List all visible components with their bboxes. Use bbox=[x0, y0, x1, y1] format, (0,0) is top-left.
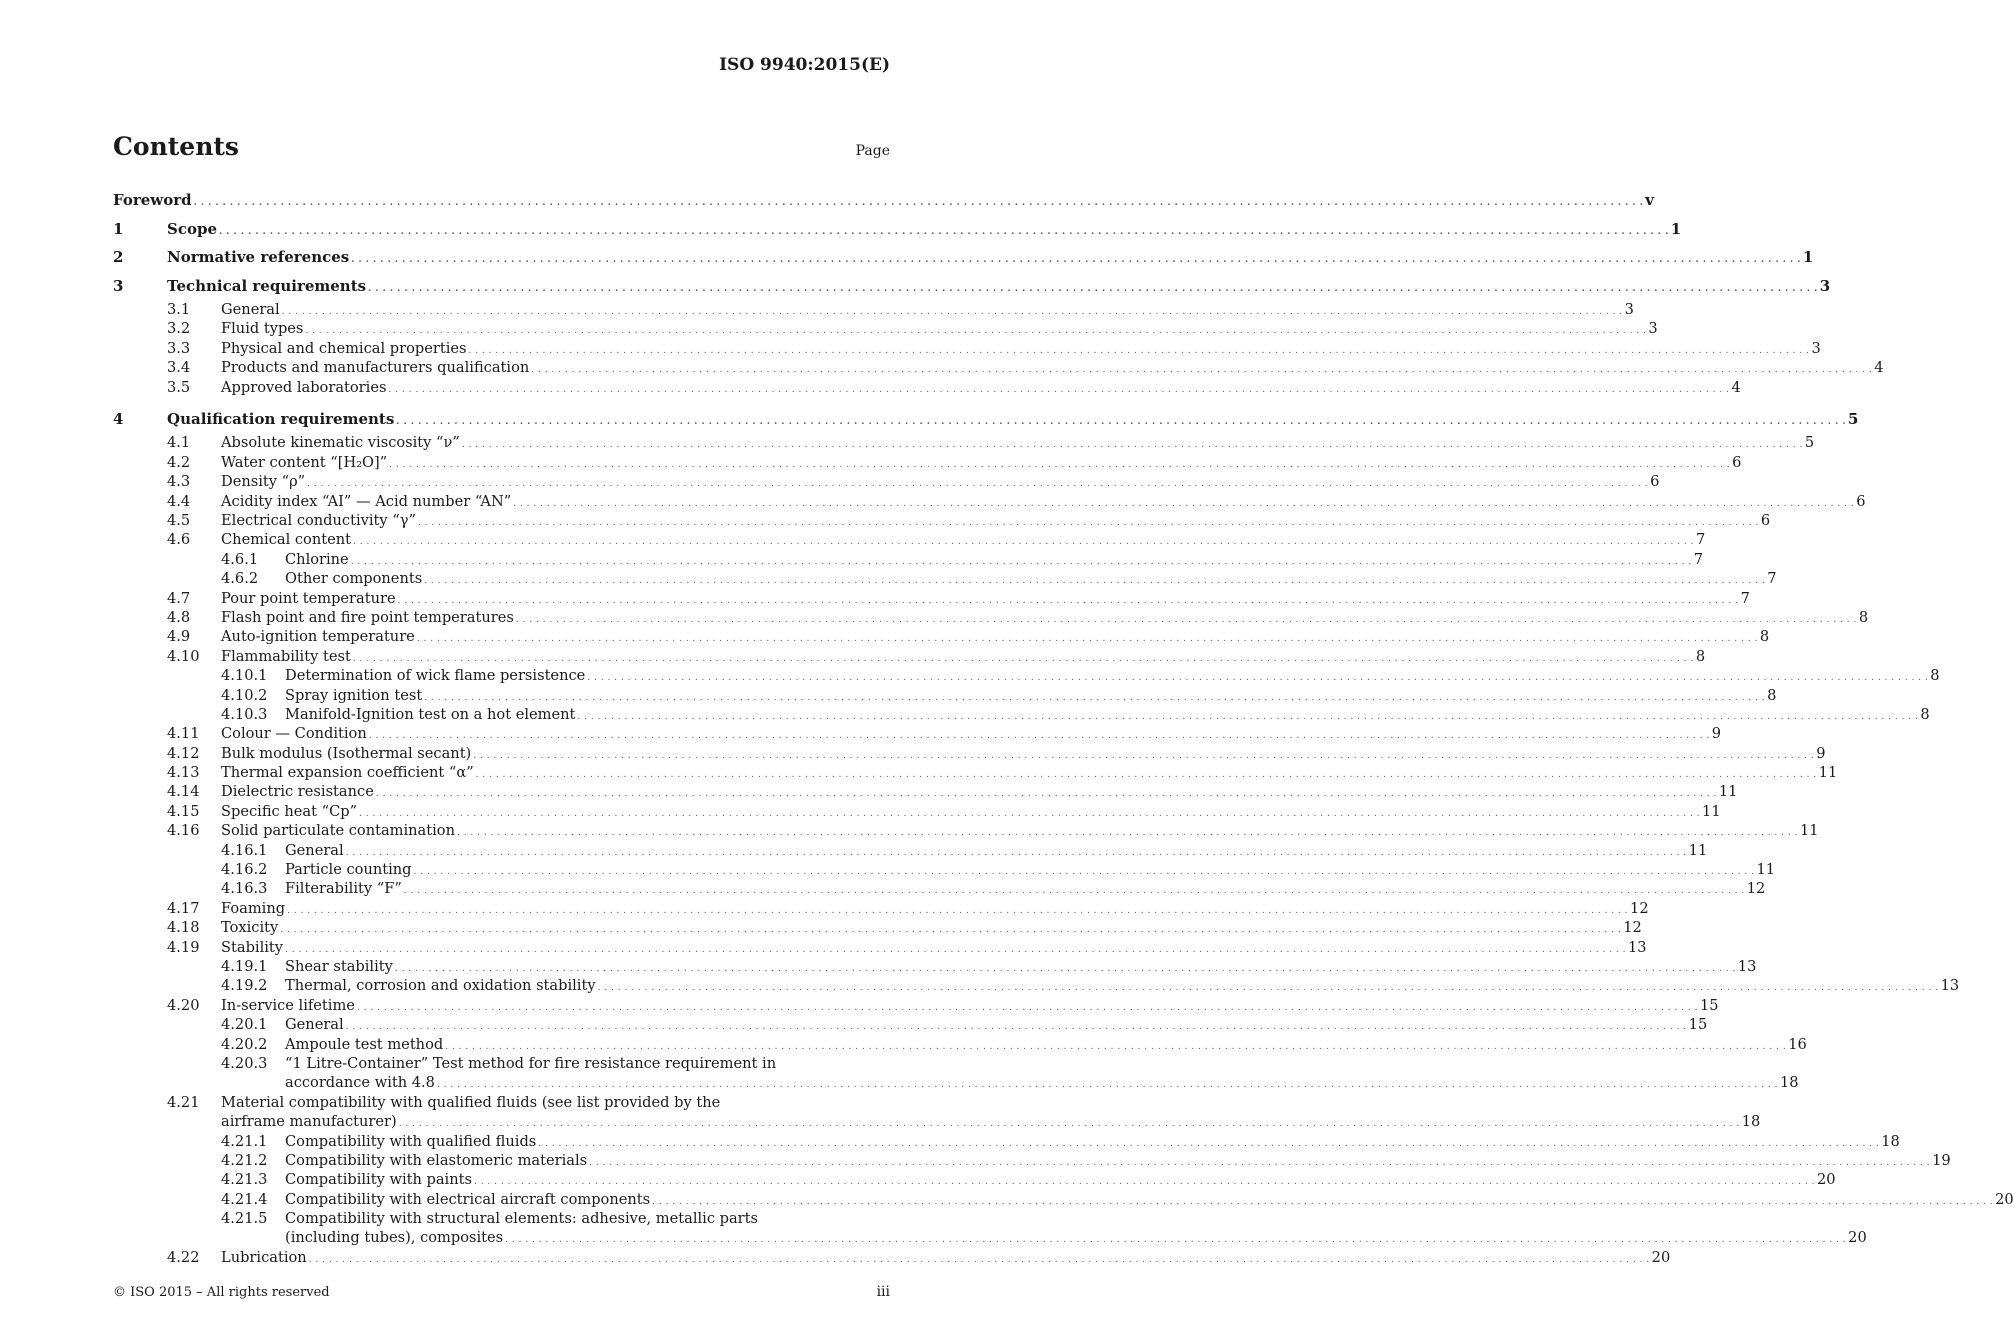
toc-entry-title: General bbox=[285, 1016, 344, 1034]
toc-entry-number: 4.22 bbox=[167, 1248, 200, 1266]
toc-entry[interactable] bbox=[113, 608, 1869, 627]
toc-entry-title: Normative references bbox=[167, 248, 350, 266]
toc-entry[interactable] bbox=[113, 957, 1757, 976]
toc-leader-dots: . . . . . . . . . . . . . . . . . . . . . . . . . . . . . . . . . . . . . . . . . . . . . . . . . . . . . . . . . . . . . . . . . . . . . . . . . . . . . . . . . . . . . . . . . . . . . . . . . . . . . . . . . . . . . . . . . . . . . . . . . . . . . . . . . . . . . . . . . . . . . . . . . . . . . . . . . . . . . . . . . . . . . . . . . . . . . . . . . . . . . . . . . . . . . . . . . . . . . . . . bbox=[396, 416, 1846, 427]
toc-entry-number: 4.19.1 bbox=[221, 958, 268, 975]
toc-entry-title: Water content “[H₂O]” bbox=[221, 453, 388, 471]
toc-entry-page: 3 bbox=[1648, 320, 1658, 338]
toc-entry-page: 8 bbox=[1767, 686, 1777, 704]
footer-page-number: iii bbox=[876, 1284, 890, 1300]
toc-entry-title: Technical requirements bbox=[167, 276, 367, 295]
toc-entry[interactable] bbox=[113, 627, 1770, 646]
toc-leader-dots: . . . . . . . . . . . . . . . . . . . . . . . . . . . . . . . . . . . . . . . . . . . . . . . . . . . . . . . . . . . . . . . . . . . . . . . . . . . . . . . . . . . . . . . . . . . . . . . . . . . . . . . . . . . . . . . . . . . . . . . . . . . . . . . . . . . . . . . . . . . . . . . . . . . . . . . . . . . . . . . . . . . . . . . . . . . . . . . . . . . . . . . . . . . . . . . . . . . . . . . . bbox=[308, 1254, 1650, 1265]
toc-entry-title: Flammability test bbox=[221, 647, 351, 665]
toc-entry[interactable] bbox=[113, 938, 1647, 957]
toc-entry-number: 3.3 bbox=[167, 339, 191, 357]
toc-entry-title: Fluid types bbox=[221, 320, 304, 338]
toc-entry[interactable] bbox=[113, 763, 1838, 782]
toc-leader-dots: . . . . . . . . . . . . . . . . . . . . . . . . . . . . . . . . . . . . . . . . . . . . . . . . . . . . . . . . . . . . . . . . . . . . . . . . . . . . . . . . . . . . . . . . . . . . . . . . . . . . . . . . . . . . . . . . . . . . . . . . . . . . . . . . . . . . . . . . . . . . . . . . . . . . . . . . . . . . . . . . . . . . . . . . . . . . . . . . . . . . . . . . . . . . . . . . . . . . . . . . bbox=[281, 307, 1623, 317]
toc-entry-title: Colour — Condition bbox=[221, 725, 367, 743]
footer-copyright: © ISO 2015 – All rights reserved bbox=[113, 1285, 330, 1300]
toc-entry-title: General bbox=[285, 841, 344, 859]
toc-entry-page: 7 bbox=[1740, 589, 1750, 607]
toc-entry-number: 3.2 bbox=[167, 320, 191, 338]
toc-leader-dots: . . . . . . . . . . . . . . . . . . . . . . . . . . . . . . . . . . . . . . . . . . . . . . . . . . . . . . . . . . . . . . . . . . . . . . . . . . . . . . . . . . . . . . . . . . . . . . . . . . . . . . . . . . . . . . . . . . . . . . . . . . . . . . . . . . . . . . . . . . . . . . . . . . . . . . . . . . . . . . . . . . . . . . . . . . . . . . . . . . . . . . . . . . . . . . . . . . . . . . . . bbox=[531, 365, 1873, 376]
toc-entry[interactable] bbox=[113, 705, 1930, 724]
toc-entry-title: Particle counting bbox=[285, 861, 412, 879]
toc-leader-dots: . . . . . . . . . . . . . . . . . . . . . . . . . . . . . . . . . . . . . . . . . . . . . . . . . . . . . . . . . . . . . . . . . . . . . . . . . . . . . . . . . . . . . . . . . . . . . . . . . . . . . . . . . . . . . . . . . . . . . . . . . . . . . . . . . . . . . . . . . . . . . . . . . . . . . . . . . . . . . . . . . . . . . . . . . . . . . . . . . . . . . . . . . . . . . . . . . . . . . . . . bbox=[424, 692, 1766, 703]
toc-entry-page: 8 bbox=[1759, 628, 1770, 646]
toc-entry-number: 4.10.3 bbox=[221, 705, 268, 723]
toc-entry-title: Compatibility with paints bbox=[285, 1171, 472, 1189]
toc-entry-number: 4.15 bbox=[167, 802, 200, 820]
toc-entry-page: 8 bbox=[1858, 608, 1869, 626]
toc-entry-title: Toxicity bbox=[221, 919, 279, 937]
toc-entry-title: Material compatibility with qualified fluids (see list provided by the bbox=[221, 1093, 721, 1111]
toc-entry-title: Filterability “F” bbox=[285, 880, 402, 898]
toc-entry-title: Thermal expansion coefficient “α” bbox=[221, 764, 474, 782]
toc-entry-title: Solid particulate contamination bbox=[221, 822, 455, 840]
toc-leader-dots: . . . . . . . . . . . . . . . . . . . . . . . . . . . . . . . . . . . . . . . . . . . . . . . . . . . . . . . . . . . . . . . . . . . . . . . . . . . . . . . . . . . . . . . . . . . . . . . . . . . . . . . . . . . . . . . . . . . . . . . . . . . . . . . . . . . . . . . . . . . . . . . . . . . . . . . . . . . . . . . . . . . . . . . . . . . . . . . . . . . . . . . . . . . . . . . . . . . . . . . . bbox=[307, 479, 1649, 490]
toc-leader-dots: . . . . . . . . . . . . . . . . . . . . . . . . . . . . . . . . . . . . . . . . . . . . . . . . . . . . . . . . . . . . . . . . . . . . . . . . . . . . . . . . . . . . . . . . . . . . . . . . . . . . . . . . . . . . . . . . . . . . . . . . . . . . . . . . . . . . . . . . . . . . . . . . . . . . . . . . . . . . . . . . . . . . . . . . . . . . . . . . . . . . . . . . . . . . . . . . . . . . . . . . bbox=[436, 1080, 1778, 1091]
toc-entry[interactable] bbox=[113, 186, 1654, 215]
toc-entry[interactable] bbox=[113, 1209, 890, 1228]
toc-entry[interactable] bbox=[113, 1093, 890, 1112]
toc-entry[interactable] bbox=[113, 782, 1738, 801]
toc-entry[interactable] bbox=[113, 589, 1750, 608]
toc-entry-title: Other components bbox=[285, 570, 423, 588]
toc-entry[interactable] bbox=[113, 976, 1960, 995]
toc-entry-page: 1 bbox=[1802, 248, 1814, 266]
toc-entry-page: 15 bbox=[1688, 1016, 1708, 1034]
toc-entry-page: 6 bbox=[1856, 492, 1866, 510]
toc-entry-page: 18 bbox=[1779, 1074, 1799, 1092]
toc-entry-number: 4.14 bbox=[167, 783, 200, 801]
toc-leader-dots: . . . . . . . . . . . . . . . . . . . . . . . . . . . . . . . . . . . . . . . . . . . . . . . . . . . . . . . . . . . . . . . . . . . . . . . . . . . . . . . . . . . . . . . . . . . . . . . . . . . . . . . . . . . . . . . . . . . . . . . . . . . . . . . . . . . . . . . . . . . . . . . . . . . . . . . . . . . . . . . . . . . . . . . . . . . . . . . . . . . . . . . . . . . . . . . . . . . . . . . . bbox=[359, 808, 1701, 819]
toc-entry[interactable] bbox=[113, 821, 1819, 840]
toc-entry[interactable] bbox=[113, 272, 1831, 301]
toc-entry-number: 3.5 bbox=[167, 378, 191, 396]
toc-entry-number: 4.10.1 bbox=[221, 667, 268, 685]
toc-entry-number: 4.11 bbox=[167, 725, 200, 743]
toc-entry[interactable] bbox=[113, 860, 1776, 879]
toc-entry-number: 4.18 bbox=[167, 919, 200, 937]
toc-leader-dots: . . . . . . . . . . . . . . . . . . . . . . . . . . . . . . . . . . . . . . . . . . . . . . . . . . . . . . . . . . . . . . . . . . . . . . . . . . . . . . . . . . . . . . . . . . . . . . . . . . . . . . . . . . . . . . . . . . . . . . . . . . . . . . . . . . . . . . . . . . . . . . . . . . . . . . . . . . . . . . . . . . . . . . . . . . . . . . . . . . . . . . . . . . . . . . . . . . . . . . . . bbox=[389, 459, 1731, 470]
toc-entry-number: 4.19.2 bbox=[221, 977, 268, 995]
toc-leader-dots: . . . . . . . . . . . . . . . . . . . . . . . . . . . . . . . . . . . . . . . . . . . . . . . . . . . . . . . . . . . . . . . . . . . . . . . . . . . . . . . . . . . . . . . . . . . . . . . . . . . . . . . . . . . . . . . . . . . . . . . . . . . . . . . . . . . . . . . . . . . . . . . . . . . . . . . . . . . . . . . . . . . . . . . . . . . . . . . . . . . . . . . . . . . . . . . . . . . . . . . . bbox=[397, 595, 1739, 606]
toc-entry-title: Pour point temperature bbox=[221, 589, 396, 607]
toc-entry-title: Stability bbox=[221, 938, 284, 956]
toc-entry-number: 2 bbox=[113, 248, 124, 266]
toc-leader-dots: . . . . . . . . . . . . . . . . . . . . . . . . . . . . . . . . . . . . . . . . . . . . . . . . . . . . . . . . . . . . . . . . . . . . . . . . . . . . . . . . . . . . . . . . . . . . . . . . . . . . . . . . . . . . . . . . . . . . . . . . . . . . . . . . . . . . . . . . . . . . . . . . . . . . . . . . . . . . . . . . . . . . . . . . . . . . . . . . . . . . . . . . . . . . . . . . . . . . . . . . bbox=[473, 1177, 1815, 1188]
toc-entry-page: 11 bbox=[1756, 861, 1776, 879]
toc-entry-page: 3 bbox=[1811, 339, 1821, 357]
toc-leader-dots: . . . . . . . . . . . . . . . . . . . . . . . . . . . . . . . . . . . . . . . . . . . . . . . . . . . . . . . . . . . . . . . . . . . . . . . . . . . . . . . . . . . . . . . . . . . . . . . . . . . . . . . . . . . . . . . . . . . . . . . . . . . . . . . . . . . . . . . . . . . . . . . . . . . . . . . . . . . . . . . . . . . . . . . . . . . . . . . . . . . . . . . . . . . . . . . . . . . . . . . . bbox=[597, 983, 1939, 994]
toc-leader-dots: . . . . . . . . . . . . . . . . . . . . . . . . . . . . . . . . . . . . . . . . . . . . . . . . . . . . . . . . . . . . . . . . . . . . . . . . . . . . . . . . . . . . . . . . . . . . . . . . . . . . . . . . . . . . . . . . . . . . . . . . . . . . . . . . . . . . . . . . . . . . . . . . . . . . . . . . . . . . . . . . . . . . . . . . . . . . . . . . . . . . . . . . . . . . . . . . . . . . . . . . bbox=[356, 1002, 1698, 1013]
toc-entry-number: 4.6.1 bbox=[221, 550, 259, 568]
toc-entry-number: 3.1 bbox=[167, 301, 191, 318]
toc-entry[interactable] bbox=[113, 530, 1706, 549]
toc-leader-dots: . . . . . . . . . . . . . . . . . . . . . . . . . . . . . . . . . . . . . . . . . . . . . . . . . . . . . . . . . . . . . . . . . . . . . . . . . . . . . . . . . . . . . . . . . . . . . . . . . . . . . . . . . . . . . . . . . . . . . . . . . . . . . . . . . . . . . . . . . . . . . . . . . . . . . . . . . . . . . . . . . . . . . . . . . . . . . . . . . . . . . . . . . . . . . . . . . . . . . . . . bbox=[219, 226, 1669, 237]
toc-entry[interactable] bbox=[113, 378, 1741, 397]
toc-leader-dots: . . . . . . . . . . . . . . . . . . . . . . . . . . . . . . . . . . . . . . . . . . . . . . . . . . . . . . . . . . . . . . . . . . . . . . . . . . . . . . . . . . . . . . . . . . . . . . . . . . . . . . . . . . . . . . . . . . . . . . . . . . . . . . . . . . . . . . . . . . . . . . . . . . . . . . . . . . . . . . . . . . . . . . . . . . . . . . . . . . . . . . . . . . . . . . . . . . . . . . . . bbox=[375, 789, 1717, 800]
toc-leader-dots: . . . . . . . . . . . . . . . . . . . . . . . . . . . . . . . . . . . . . . . . . . . . . . . . . . . . . . . . . . . . . . . . . . . . . . . . . . . . . . . . . . . . . . . . . . . . . . . . . . . . . . . . . . . . . . . . . . . . . . . . . . . . . . . . . . . . . . . . . . . . . . . . . . . . . . . . . . . . . . . . . . . . . . . . . . . . . . . . . . . . . . . . . . . . . . . . . . . . . . . . bbox=[353, 537, 1694, 548]
toc-entry-page: 12 bbox=[1630, 899, 1649, 917]
toc-entry-continuation[interactable] bbox=[113, 1112, 1761, 1131]
toc-entry[interactable] bbox=[113, 243, 1814, 272]
toc-leader-dots: . . . . . . . . . . . . . . . . . . . . . . . . . . . . . . . . . . . . . . . . . . . . . . . . . . . . . . . . . . . . . . . . . . . . . . . . . . . . . . . . . . . . . . . . . . . . . . . . . . . . . . . . . . . . . . . . . . . . . . . . . . . . . . . . . . . . . . . . . . . . . . . . . . . . . . . . . . . . . . . . . . . . . . . . . . . . . . . . . . . . . . . . . . . . . . . . . . . . . . . . bbox=[368, 731, 1710, 742]
toc-entry-title: General bbox=[221, 301, 280, 318]
toc-entry-page: 7 bbox=[1693, 550, 1703, 568]
toc-entry-number: 4.5 bbox=[167, 512, 191, 530]
toc-leader-dots: . . . . . . . . . . . . . . . . . . . . . . . . . . . . . . . . . . . . . . . . . . . . . . . . . . . . . . . . . . . . . . . . . . . . . . . . . . . . . . . . . . . . . . . . . . . . . . . . . . . . . . . . . . . . . . . . . . . . . . . . . . . . . . . . . . . . . . . . . . . . . . . . . . . . . . . . . . . . . . . . . . . . . . . . . . . . . . . . . . . . . . . . . . . . . . . . . . . . . . . . bbox=[350, 556, 1692, 567]
toc-leader-dots: . . . . . . . . . . . . . . . . . . . . . . . . . . . . . . . . . . . . . . . . . . . . . . . . . . . . . . . . . . . . . . . . . . . . . . . . . . . . . . . . . . . . . . . . . . . . . . . . . . . . . . . . . . . . . . . . . . . . . . . . . . . . . . . . . . . . . . . . . . . . . . . . . . . . . . . . . . . . . . . . . . . . . . . . . . . . . . . . . . . . . . . . . . . . . . . . . . . . . . . . bbox=[577, 711, 1919, 722]
toc-entry[interactable] bbox=[113, 358, 1884, 377]
toc-leader-dots: . . . . . . . . . . . . . . . . . . . . . . . . . . . . . . . . . . . . . . . . . . . . . . . . . . . . . . . . . . . . . . . . . . . . . . . . . . . . . . . . . . . . . . . . . . . . . . . . . . . . . . . . . . . . . . . . . . . . . . . . . . . . . . . . . . . . . . . . . . . . . . . . . . . . . . . . . . . . . . . . . . . . . . . . . . . . . . . . . . . . . . . . . . . . . . . . . . . . . . . . bbox=[515, 614, 1857, 625]
toc-entry[interactable] bbox=[113, 879, 1766, 898]
toc-leader-dots: . . . . . . . . . . . . . . . . . . . . . . . . . . . . . . . . . . . . . . . . . . . . . . . . . . . . . . . . . . . . . . . . . . . . . . . . . . . . . . . . . . . . . . . . . . . . . . . . . . . . . . . . . . . . . . . . . . . . . . . . . . . . . . . . . . . . . . . . . . . . . . . . . . . . . . . . . . . . . . . . . . . . . . . . . . . . . . . . . . . . . . . . . . . . . . . . . . . . . . . . bbox=[305, 326, 1647, 337]
toc-entry-number: 4.21.2 bbox=[221, 1151, 268, 1169]
toc-entry-title: Foreword bbox=[113, 191, 192, 209]
toc-entry-page: 11 bbox=[1702, 802, 1721, 820]
toc-leader-dots: . . . . . . . . . . . . . . . . . . . . . . . . . . . . . . . . . . . . . . . . . . . . . . . . . . . . . . . . . . . . . . . . . . . . . . . . . . . . . . . . . . . . . . . . . . . . . . . . . . . . . . . . . . . . . . . . . . . . . . . . . . . . . . . . . . . . . . . . . . . . . . . . . . . . . . . . . . . . . . . . . . . . . . . . . . . . . . . . . . . . . . . . . . . . . . . . . . . . . . . . bbox=[368, 283, 1818, 294]
toc-entry-title: Absolute kinematic viscosity “ν” bbox=[221, 434, 460, 452]
toc-entry[interactable] bbox=[113, 1190, 2014, 1209]
toc-entry-page: 8 bbox=[1920, 705, 1930, 723]
toc-leader-dots: . . . . . . . . . . . . . . . . . . . . . . . . . . . . . . . . . . . . . . . . . . . . . . . . . . . . . . . . . . . . . . . . . . . . . . . . . . . . . . . . . . . . . . . . . . . . . . . . . . . . . . . . . . . . . . . . . . . . . . . . . . . . . . . . . . . . . . . . . . . . . . . . . . . . . . . . . . . . . . . . . . . . . . . . . . . . . . . . . . . . . . . . . . . . . . . . . . . . . . . . bbox=[473, 750, 1815, 761]
toc-entry[interactable] bbox=[113, 433, 1815, 452]
toc-entry-number: 4.9 bbox=[167, 628, 191, 646]
toc-entry-number: 4.16.3 bbox=[221, 880, 268, 898]
toc-entry-page: 18 bbox=[1741, 1113, 1761, 1131]
toc-entry[interactable] bbox=[113, 569, 1777, 588]
toc-entry-title: Compatibility with qualified fluids bbox=[285, 1132, 537, 1150]
toc-entry-title: Scope bbox=[167, 219, 218, 238]
toc-entry-title-continued: airframe manufacturer) bbox=[221, 1113, 397, 1131]
toc-entry-page: 20 bbox=[1816, 1171, 1836, 1189]
toc-entry[interactable] bbox=[113, 996, 1719, 1015]
toc-entry-page: 11 bbox=[1718, 783, 1738, 801]
toc-entry-title: Lubrication bbox=[221, 1248, 307, 1266]
toc-entry[interactable] bbox=[113, 472, 1660, 491]
toc-entry-title: Approved laboratories bbox=[221, 378, 387, 396]
toc-entry-title: Auto-ignition temperature bbox=[221, 628, 415, 646]
toc-leader-dots: . . . . . . . . . . . . . . . . . . . . . . . . . . . . . . . . . . . . . . . . . . . . . . . . . . . . . . . . . . . . . . . . . . . . . . . . . . . . . . . . . . . . . . . . . . . . . . . . . . . . . . . . . . . . . . . . . . . . . . . . . . . . . . . . . . . . . . . . . . . . . . . . . . . . . . . . . . . . . . . . . . . . . . . . . . . . . . . . . . . . . . . . . . . . . . . . . . . . . . . . bbox=[468, 345, 1810, 356]
standard-identifier: ISO 9940:2015(E) bbox=[719, 55, 890, 75]
toc-entry-page: 3 bbox=[1819, 276, 1831, 295]
toc-entry[interactable] bbox=[113, 319, 1658, 338]
toc-entry[interactable] bbox=[113, 666, 1940, 685]
toc-leader-dots: . . . . . . . . . . . . . . . . . . . . . . . . . . . . . . . . . . . . . . . . . . . . . . . . . . . . . . . . . . . . . . . . . . . . . . . . . . . . . . . . . . . . . . . . . . . . . . . . . . . . . . . . . . . . . . . . . . . . . . . . . . . . . . . . . . . . . . . . . . . . . . . . . . . . . . . . . . . . . . . . . . . . . . . . . . . . . . . . . . . . . . . . . . . . . . . . . . . . . . . . bbox=[505, 1235, 1847, 1246]
toc-leader-dots: . . . . . . . . . . . . . . . . . . . . . . . . . . . . . . . . . . . . . . . . . . . . . . . . . . . . . . . . . . . . . . . . . . . . . . . . . . . . . . . . . . . . . . . . . . . . . . . . . . . . . . . . . . . . . . . . . . . . . . . . . . . . . . . . . . . . . . . . . . . . . . . . . . . . . . . . . . . . . . . . . . . . . . . . . . . . . . . . . . . . . . . . . . . . . . . . . . . . . . . . bbox=[388, 384, 1730, 395]
toc-entry-number: 4.16.1 bbox=[221, 841, 268, 859]
toc-entry[interactable] bbox=[113, 724, 1722, 743]
toc-entry-page: 13 bbox=[1628, 938, 1647, 956]
page-title: Contents bbox=[113, 132, 240, 161]
toc-entry-title: Determination of wick flame persistence bbox=[285, 667, 586, 685]
toc-entry-title: Ampoule test method bbox=[285, 1035, 444, 1053]
toc-entry-page: 12 bbox=[1623, 919, 1642, 937]
toc-entry[interactable] bbox=[113, 1132, 1900, 1151]
toc-entry[interactable] bbox=[113, 1248, 1671, 1267]
toc-entry-page: v bbox=[1645, 191, 1654, 209]
toc-leader-dots: . . . . . . . . . . . . . . . . . . . . . . . . . . . . . . . . . . . . . . . . . . . . . . . . . . . . . . . . . . . . . . . . . . . . . . . . . . . . . . . . . . . . . . . . . . . . . . . . . . . . . . . . . . . . . . . . . . . . . . . . . . . . . . . . . . . . . . . . . . . . . . . . . . . . . . . . . . . . . . . . . . . . . . . . . . . . . . . . . . . . . . . . . . . . . . . . . . . . . . . . bbox=[351, 255, 1801, 265]
toc-entry-number: 4.13 bbox=[167, 764, 200, 782]
toc-leader-dots: . . . . . . . . . . . . . . . . . . . . . . . . . . . . . . . . . . . . . . . . . . . . . . . . . . . . . . . . . . . . . . . . . . . . . . . . . . . . . . . . . . . . . . . . . . . . . . . . . . . . . . . . . . . . . . . . . . . . . . . . . . . . . . . . . . . . . . . . . . . . . . . . . . . . . . . . . . . . . . . . . . . . . . . . . . . . . . . . . . . . . . . . . . . . . . . . . . . . . . . . bbox=[352, 653, 1694, 664]
toc-entry-title: Chlorine bbox=[285, 550, 349, 568]
toc-entry-number: 4.21.4 bbox=[221, 1190, 268, 1208]
toc-entry[interactable] bbox=[113, 511, 1771, 530]
toc-entry[interactable] bbox=[113, 215, 1682, 244]
toc-entry-number: 4.8 bbox=[167, 608, 191, 626]
toc-entry-number: 4.21 bbox=[167, 1093, 200, 1111]
toc-entry-page: 3 bbox=[1624, 301, 1634, 318]
toc-entry[interactable] bbox=[113, 918, 1642, 937]
toc-entry-title: In-service lifetime bbox=[221, 996, 355, 1014]
toc-leader-dots: . . . . . . . . . . . . . . . . . . . . . . . . . . . . . . . . . . . . . . . . . . . . . . . . . . . . . . . . . . . . . . . . . . . . . . . . . . . . . . . . . . . . . . . . . . . . . . . . . . . . . . . . . . . . . . . . . . . . . . . . . . . . . . . . . . . . . . . . . . . . . . . . . . . . . . . . . . . . . . . . . . . . . . . . . . . . . . . . . . . . . . . . . . . . . . . . . . . . . . . . bbox=[424, 576, 1766, 587]
toc-leader-dots: . . . . . . . . . . . . . . . . . . . . . . . . . . . . . . . . . . . . . . . . . . . . . . . . . . . . . . . . . . . . . . . . . . . . . . . . . . . . . . . . . . . . . . . . . . . . . . . . . . . . . . . . . . . . . . . . . . . . . . . . . . . . . . . . . . . . . . . . . . . . . . . . . . . . . . . . . . . . . . . . . . . . . . . . . . . . . . . . . . . . . . . . . . . . . . . . . . . . . . . . bbox=[461, 440, 1803, 451]
toc-entry-page: 6 bbox=[1732, 453, 1742, 471]
page-column-label: Page bbox=[855, 143, 890, 159]
toc-entry-title: Dielectric resistance bbox=[221, 783, 374, 801]
toc-leader-dots: . . . . . . . . . . . . . . . . . . . . . . . . . . . . . . . . . . . . . . . . . . . . . . . . . . . . . . . . . . . . . . . . . . . . . . . . . . . . . . . . . . . . . . . . . . . . . . . . . . . . . . . . . . . . . . . . . . . . . . . . . . . . . . . . . . . . . . . . . . . . . . . . . . . . . . . . . . . . . . . . . . . . . . . . . . . . . . . . . . . . . . . . . . . . . . . . . . . . . . . . bbox=[287, 905, 1629, 916]
toc-entry-page: 16 bbox=[1788, 1035, 1807, 1053]
toc-entry-page: 6 bbox=[1650, 473, 1660, 491]
toc-entry[interactable] bbox=[113, 339, 1821, 358]
toc-entry-number: 3.4 bbox=[167, 359, 191, 377]
toc-entry-number: 4.16 bbox=[167, 822, 200, 840]
toc-entry[interactable] bbox=[113, 1015, 1708, 1034]
toc-entry-page: 9 bbox=[1816, 744, 1826, 762]
toc-entry-page: 5 bbox=[1847, 409, 1859, 428]
toc-entry-page: 4 bbox=[1874, 359, 1884, 377]
toc-entry[interactable] bbox=[113, 405, 1859, 434]
toc-entry-title: Chemical content bbox=[221, 531, 352, 549]
toc-leader-dots: . . . . . . . . . . . . . . . . . . . . . . . . . . . . . . . . . . . . . . . . . . . . . . . . . . . . . . . . . . . . . . . . . . . . . . . . . . . . . . . . . . . . . . . . . . . . . . . . . . . . . . . . . . . . . . . . . . . . . . . . . . . . . . . . . . . . . . . . . . . . . . . . . . . . . . . . . . . . . . . . . . . . . . . . . . . . . . . . . . . . . . . . . . . . . . . . . . . . . . . . bbox=[587, 673, 1929, 684]
toc-entry-number: 4.6 bbox=[167, 531, 191, 549]
toc-entry-page: 13 bbox=[1737, 958, 1757, 975]
toc-entry-number: 4.16.2 bbox=[221, 861, 268, 879]
toc-entry-title: Density “ρ” bbox=[221, 473, 306, 491]
toc-entry-number: 4.21.5 bbox=[221, 1210, 268, 1228]
toc-entry-title: Compatibility with structural elements: adhesive, metallic parts bbox=[285, 1210, 759, 1228]
toc-entry-page: 9 bbox=[1711, 725, 1722, 743]
toc-entry-page: 11 bbox=[1688, 841, 1708, 859]
toc-entry-number: 4.12 bbox=[167, 744, 200, 762]
toc-entry-continuation[interactable] bbox=[113, 1228, 1867, 1247]
toc-entry[interactable] bbox=[113, 686, 1777, 705]
toc-entry-number: 1 bbox=[113, 219, 124, 238]
toc-entry-page: 20 bbox=[1848, 1229, 1867, 1247]
toc-entry[interactable] bbox=[113, 1035, 1807, 1054]
toc-entry-title: Bulk modulus (Isothermal secant) bbox=[221, 744, 472, 762]
toc-entry-page: 8 bbox=[1930, 667, 1940, 685]
toc-leader-dots: . . . . . . . . . . . . . . . . . . . . . . . . . . . . . . . . . . . . . . . . . . . . . . . . . . . . . . . . . . . . . . . . . . . . . . . . . . . . . . . . . . . . . . . . . . . . . . . . . . . . . . . . . . . . . . . . . . . . . . . . . . . . . . . . . . . . . . . . . . . . . . . . . . . . . . . . . . . . . . . . . . . . . . . . . . . . . . . . . . . . . . . . . . . . . . . . . . . . . . . . bbox=[193, 198, 1644, 208]
toc-entry-page: 11 bbox=[1799, 822, 1819, 840]
toc-entry-number: 4.21.1 bbox=[221, 1132, 268, 1150]
toc-leader-dots: . . . . . . . . . . . . . . . . . . . . . . . . . . . . . . . . . . . . . . . . . . . . . . . . . . . . . . . . . . . . . . . . . . . . . . . . . . . . . . . . . . . . . . . . . . . . . . . . . . . . . . . . . . . . . . . . . . . . . . . . . . . . . . . . . . . . . . . . . . . . . . . . . . . . . . . . . . . . . . . . . . . . . . . . . . . . . . . . . . . . . . . . . . . . . . . . . . . . . . . . bbox=[652, 1196, 1994, 1207]
toc-entry-page: 13 bbox=[1940, 977, 1960, 995]
toc-entry-title: Compatibility with elastomeric materials bbox=[285, 1151, 588, 1169]
toc-entry-page: 15 bbox=[1699, 996, 1719, 1014]
toc-leader-dots: . . . . . . . . . . . . . . . . . . . . . . . . . . . . . . . . . . . . . . . . . . . . . . . . . . . . . . . . . . . . . . . . . . . . . . . . . . . . . . . . . . . . . . . . . . . . . . . . . . . . . . . . . . . . . . . . . . . . . . . . . . . . . . . . . . . . . . . . . . . . . . . . . . . . . . . . . . . . . . . . . . . . . . . . . . . . . . . . . . . . . . . . . . . . . . . . . . . . . . . . bbox=[417, 518, 1759, 529]
toc-entry[interactable] bbox=[113, 550, 1703, 569]
toc-entry-number: 4.21.3 bbox=[221, 1171, 268, 1189]
toc-entry-title: Acidity index “AI” — Acid number “AN” bbox=[221, 492, 512, 510]
toc-leader-dots: . . . . . . . . . . . . . . . . . . . . . . . . . . . . . . . . . . . . . . . . . . . . . . . . . . . . . . . . . . . . . . . . . . . . . . . . . . . . . . . . . . . . . . . . . . . . . . . . . . . . . . . . . . . . . . . . . . . . . . . . . . . . . . . . . . . . . . . . . . . . . . . . . . . . . . . . . . . . . . . . . . . . . . . . . . . . . . . . . . . . . . . . . . . . . . . . . . . . . . . . bbox=[589, 1157, 1931, 1168]
toc-entry-title: Manifold-Ignition test on a hot element bbox=[285, 705, 576, 723]
toc-entry-page: 20 bbox=[1995, 1190, 2014, 1208]
toc-leader-dots: . . . . . . . . . . . . . . . . . . . . . . . . . . . . . . . . . . . . . . . . . . . . . . . . . . . . . . . . . . . . . . . . . . . . . . . . . . . . . . . . . . . . . . . . . . . . . . . . . . . . . . . . . . . . . . . . . . . . . . . . . . . . . . . . . . . . . . . . . . . . . . . . . . . . . . . . . . . . . . . . . . . . . . . . . . . . . . . . . . . . . . . . . . . . . . . . . . . . . . . . bbox=[513, 498, 1855, 509]
toc-entry-page: 6 bbox=[1760, 512, 1771, 530]
toc-entry[interactable] bbox=[113, 899, 1649, 918]
toc-entry[interactable] bbox=[113, 647, 1706, 666]
toc-entry-title-continued: accordance with 4.8 bbox=[285, 1074, 435, 1092]
toc-entry-number: 4.19 bbox=[167, 938, 200, 956]
toc-entry-number: 4.10 bbox=[167, 647, 200, 665]
toc-entry[interactable] bbox=[113, 744, 1826, 763]
toc-entry[interactable] bbox=[113, 802, 1721, 821]
toc-leader-dots: . . . . . . . . . . . . . . . . . . . . . . . . . . . . . . . . . . . . . . . . . . . . . . . . . . . . . . . . . . . . . . . . . . . . . . . . . . . . . . . . . . . . . . . . . . . . . . . . . . . . . . . . . . . . . . . . . . . . . . . . . . . . . . . . . . . . . . . . . . . . . . . . . . . . . . . . . . . . . . . . . . . . . . . . . . . . . . . . . . . . . . . . . . . . . . . . . . . . . . . . bbox=[403, 886, 1745, 897]
toc-entry-page: 5 bbox=[1804, 434, 1815, 452]
toc-entry-number: 4.3 bbox=[167, 473, 191, 491]
toc-entry-title: Specific heat “Cp” bbox=[221, 802, 358, 820]
toc-entry-number: 4.2 bbox=[167, 453, 191, 471]
toc-entry-number: 4.17 bbox=[167, 899, 200, 917]
toc-entry-page: 7 bbox=[1767, 570, 1777, 588]
toc-leader-dots: . . . . . . . . . . . . . . . . . . . . . . . . . . . . . . . . . . . . . . . . . . . . . . . . . . . . . . . . . . . . . . . . . . . . . . . . . . . . . . . . . . . . . . . . . . . . . . . . . . . . . . . . . . . . . . . . . . . . . . . . . . . . . . . . . . . . . . . . . . . . . . . . . . . . . . . . . . . . . . . . . . . . . . . . . . . . . . . . . . . . . . . . . . . . . . . . . . . . . . . . bbox=[538, 1138, 1880, 1149]
toc-entry-number: 4.1 bbox=[167, 434, 191, 452]
toc-entry-page: 20 bbox=[1651, 1248, 1671, 1266]
toc-entry-title: Compatibility with electrical aircraft components bbox=[285, 1190, 651, 1208]
toc-entry[interactable] bbox=[113, 453, 1742, 472]
toc-entry-number: 4.20.3 bbox=[221, 1054, 268, 1072]
toc-leader-dots: . . . . . . . . . . . . . . . . . . . . . . . . . . . . . . . . . . . . . . . . . . . . . . . . . . . . . . . . . . . . . . . . . . . . . . . . . . . . . . . . . . . . . . . . . . . . . . . . . . . . . . . . . . . . . . . . . . . . . . . . . . . . . . . . . . . . . . . . . . . . . . . . . . . . . . . . . . . . . . . . . . . . . . . . . . . . . . . . . . . . . . . . . . . . . . . . . . . . . . . . bbox=[394, 964, 1736, 974]
toc-leader-dots: . . . . . . . . . . . . . . . . . . . . . . . . . . . . . . . . . . . . . . . . . . . . . . . . . . . . . . . . . . . . . . . . . . . . . . . . . . . . . . . . . . . . . . . . . . . . . . . . . . . . . . . . . . . . . . . . . . . . . . . . . . . . . . . . . . . . . . . . . . . . . . . . . . . . . . . . . . . . . . . . . . . . . . . . . . . . . . . . . . . . . . . . . . . . . . . . . . . . . . . . bbox=[416, 634, 1758, 645]
toc-leader-dots: . . . . . . . . . . . . . . . . . . . . . . . . . . . . . . . . . . . . . . . . . . . . . . . . . . . . . . . . . . . . . . . . . . . . . . . . . . . . . . . . . . . . . . . . . . . . . . . . . . . . . . . . . . . . . . . . . . . . . . . . . . . . . . . . . . . . . . . . . . . . . . . . . . . . . . . . . . . . . . . . . . . . . . . . . . . . . . . . . . . . . . . . . . . . . . . . . . . . . . . . bbox=[445, 1041, 1787, 1052]
toc-entry-page: 18 bbox=[1881, 1132, 1900, 1150]
toc-entry-page: 7 bbox=[1696, 531, 1706, 549]
toc-entry-title: Qualification requirements bbox=[167, 409, 395, 428]
toc-entry-title: Physical and chemical properties bbox=[221, 339, 467, 357]
toc-entry-page: 1 bbox=[1670, 219, 1682, 238]
toc-entry-title-continued: (including tubes), composites bbox=[285, 1229, 504, 1247]
toc-entry-title: Products and manufacturers qualification bbox=[221, 359, 530, 377]
toc-entry-number: 3 bbox=[113, 276, 124, 295]
toc-entry-title: Flash point and fire point temperatures bbox=[221, 608, 514, 626]
toc-entry[interactable] bbox=[113, 841, 1708, 860]
toc-entry-continuation[interactable] bbox=[113, 1073, 1799, 1092]
toc-entry-number: 4.6.2 bbox=[221, 570, 259, 588]
toc-leader-dots: . . . . . . . . . . . . . . . . . . . . . . . . . . . . . . . . . . . . . . . . . . . . . . . . . . . . . . . . . . . . . . . . . . . . . . . . . . . . . . . . . . . . . . . . . . . . . . . . . . . . . . . . . . . . . . . . . . . . . . . . . . . . . . . . . . . . . . . . . . . . . . . . . . . . . . . . . . . . . . . . . . . . . . . . . . . . . . . . . . . . . . . . . . . . . . . . . . . . . . . . bbox=[456, 828, 1798, 839]
toc-entry[interactable] bbox=[113, 1054, 890, 1073]
toc-entry-page: 19 bbox=[1932, 1151, 1951, 1169]
toc-entry-title: Foaming bbox=[221, 899, 286, 917]
toc-entry[interactable] bbox=[113, 492, 1866, 511]
toc-entry-page: 11 bbox=[1818, 764, 1838, 782]
toc-leader-dots: . . . . . . . . . . . . . . . . . . . . . . . . . . . . . . . . . . . . . . . . . . . . . . . . . . . . . . . . . . . . . . . . . . . . . . . . . . . . . . . . . . . . . . . . . . . . . . . . . . . . . . . . . . . . . . . . . . . . . . . . . . . . . . . . . . . . . . . . . . . . . . . . . . . . . . . . . . . . . . . . . . . . . . . . . . . . . . . . . . . . . . . . . . . . . . . . . . . . . . . . bbox=[280, 925, 1622, 936]
toc-leader-dots: . . . . . . . . . . . . . . . . . . . . . . . . . . . . . . . . . . . . . . . . . . . . . . . . . . . . . . . . . . . . . . . . . . . . . . . . . . . . . . . . . . . . . . . . . . . . . . . . . . . . . . . . . . . . . . . . . . . . . . . . . . . . . . . . . . . . . . . . . . . . . . . . . . . . . . . . . . . . . . . . . . . . . . . . . . . . . . . . . . . . . . . . . . . . . . . . . . . . . . . . bbox=[413, 867, 1755, 878]
toc-entry-title: Shear stability bbox=[285, 958, 393, 975]
toc-entry[interactable] bbox=[113, 1170, 1836, 1189]
toc-entry-number: 4.20 bbox=[167, 996, 200, 1014]
toc-entry-title: Thermal, corrosion and oxidation stability bbox=[285, 977, 596, 995]
toc-entry-title: Electrical conductivity “γ” bbox=[221, 512, 416, 530]
toc-leader-dots: . . . . . . . . . . . . . . . . . . . . . . . . . . . . . . . . . . . . . . . . . . . . . . . . . . . . . . . . . . . . . . . . . . . . . . . . . . . . . . . . . . . . . . . . . . . . . . . . . . . . . . . . . . . . . . . . . . . . . . . . . . . . . . . . . . . . . . . . . . . . . . . . . . . . . . . . . . . . . . . . . . . . . . . . . . . . . . . . . . . . . . . . . . . . . . . . . . . . . . . . bbox=[398, 1119, 1740, 1130]
toc-leader-dots: . . . . . . . . . . . . . . . . . . . . . . . . . . . . . . . . . . . . . . . . . . . . . . . . . . . . . . . . . . . . . . . . . . . . . . . . . . . . . . . . . . . . . . . . . . . . . . . . . . . . . . . . . . . . . . . . . . . . . . . . . . . . . . . . . . . . . . . . . . . . . . . . . . . . . . . . . . . . . . . . . . . . . . . . . . . . . . . . . . . . . . . . . . . . . . . . . . . . . . . . bbox=[475, 770, 1817, 781]
toc-entry-number: 4.4 bbox=[167, 492, 191, 510]
toc-entry-number: 4 bbox=[113, 409, 124, 428]
toc-leader-dots: . . . . . . . . . . . . . . . . . . . . . . . . . . . . . . . . . . . . . . . . . . . . . . . . . . . . . . . . . . . . . . . . . . . . . . . . . . . . . . . . . . . . . . . . . . . . . . . . . . . . . . . . . . . . . . . . . . . . . . . . . . . . . . . . . . . . . . . . . . . . . . . . . . . . . . . . . . . . . . . . . . . . . . . . . . . . . . . . . . . . . . . . . . . . . . . . . . . . . . . . bbox=[285, 944, 1627, 955]
toc-entry-page: 4 bbox=[1731, 378, 1741, 396]
toc-entry-page: 8 bbox=[1695, 647, 1706, 665]
toc-entry-title: Spray ignition test bbox=[285, 686, 423, 704]
toc-entry-number: 4.20.1 bbox=[221, 1016, 268, 1034]
toc-entry-number: 4.20.2 bbox=[221, 1035, 268, 1053]
toc-entry[interactable] bbox=[113, 300, 1634, 319]
toc-entry-title: “1 Litre-Container” Test method for fire resistance requirement in bbox=[285, 1054, 777, 1072]
table-of-contents bbox=[113, 186, 2014, 1267]
toc-entry-number: 4.7 bbox=[167, 589, 191, 607]
toc-leader-dots: . . . . . . . . . . . . . . . . . . . . . . . . . . . . . . . . . . . . . . . . . . . . . . . . . . . . . . . . . . . . . . . . . . . . . . . . . . . . . . . . . . . . . . . . . . . . . . . . . . . . . . . . . . . . . . . . . . . . . . . . . . . . . . . . . . . . . . . . . . . . . . . . . . . . . . . . . . . . . . . . . . . . . . . . . . . . . . . . . . . . . . . . . . . . . . . . . . . . . . . . bbox=[345, 847, 1687, 858]
toc-leader-dots: . . . . . . . . . . . . . . . . . . . . . . . . . . . . . . . . . . . . . . . . . . . . . . . . . . . . . . . . . . . . . . . . . . . . . . . . . . . . . . . . . . . . . . . . . . . . . . . . . . . . . . . . . . . . . . . . . . . . . . . . . . . . . . . . . . . . . . . . . . . . . . . . . . . . . . . . . . . . . . . . . . . . . . . . . . . . . . . . . . . . . . . . . . . . . . . . . . . . . . . . bbox=[345, 1022, 1687, 1033]
toc-entry-page: 12 bbox=[1746, 880, 1766, 898]
toc-entry-number: 4.10.2 bbox=[221, 686, 268, 704]
toc-entry[interactable] bbox=[113, 1151, 1951, 1170]
